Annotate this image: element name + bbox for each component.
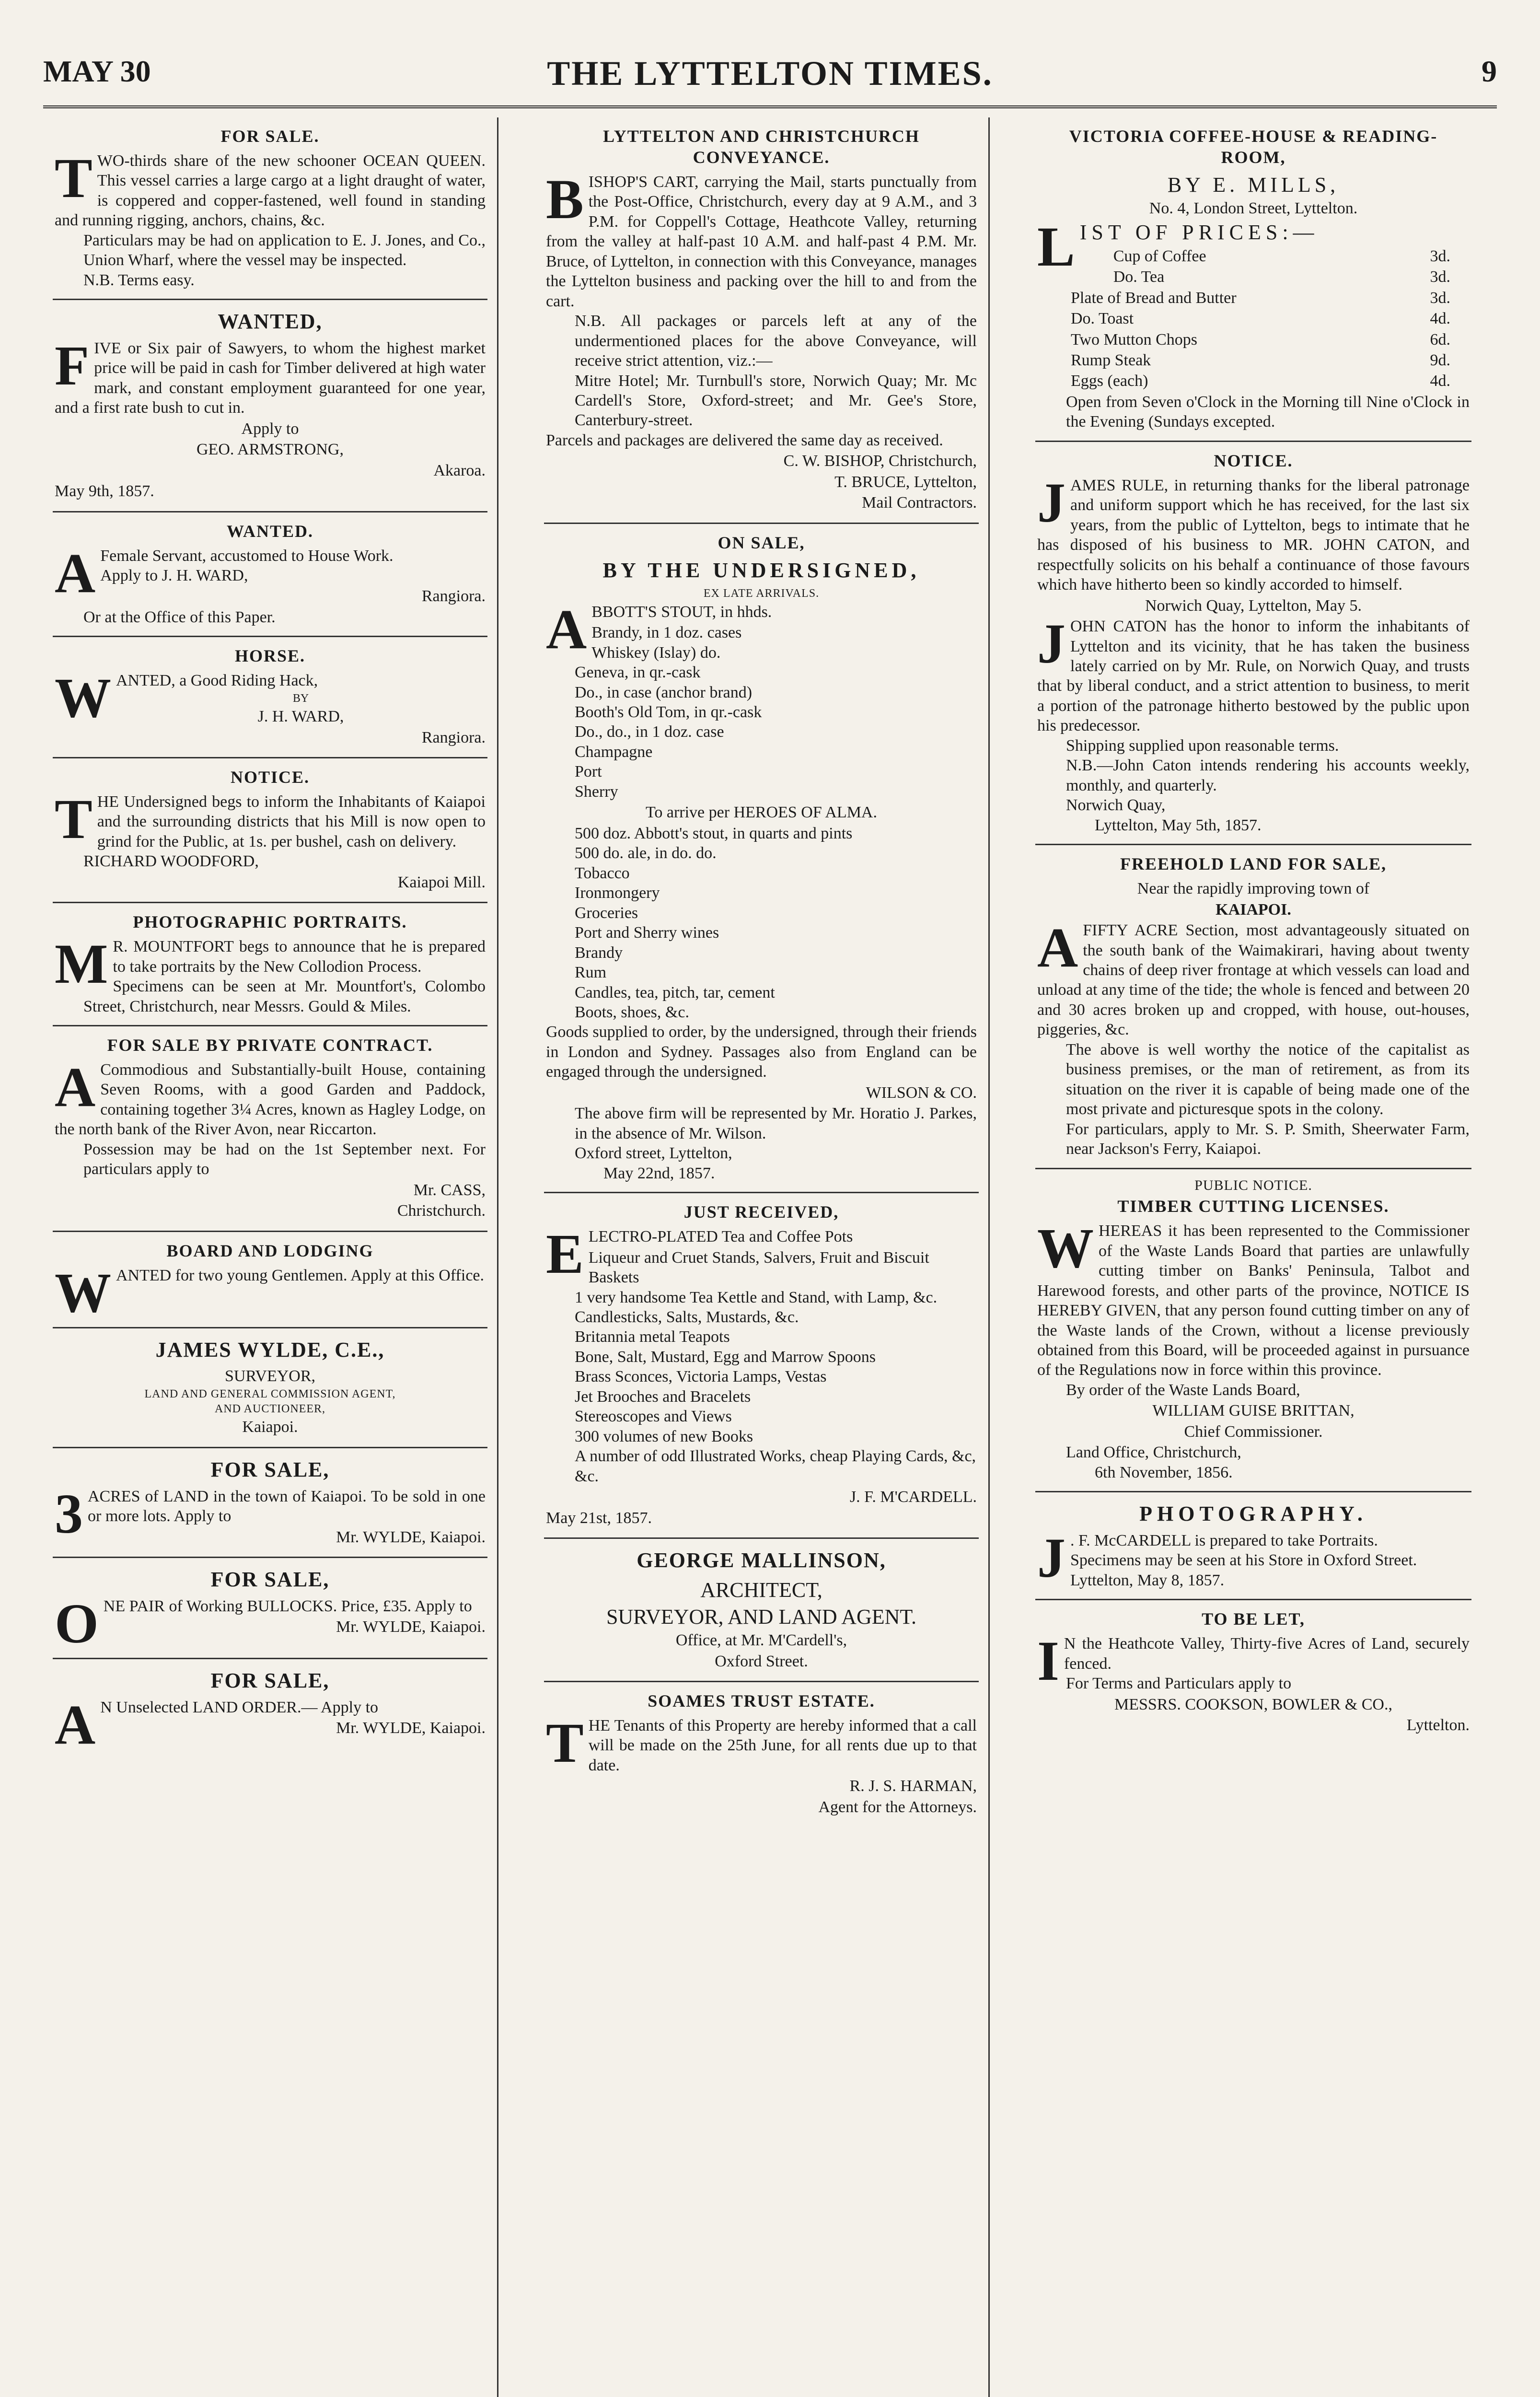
drop-cap-2: J	[1037, 612, 1065, 675]
goods-item: Do., do., in 1 doz. case	[575, 723, 724, 741]
goods-list	[546, 623, 977, 802]
ad-signature: J. F. M'CARDELL.	[849, 1488, 977, 1506]
ad-body: ACRES of LAND in the town of Kaiapoi. To be sold in one or more lots. Apply to	[88, 1487, 486, 1525]
issue-date: MAY 30	[43, 54, 151, 88]
ad-line-1: ARCHITECT,	[700, 1578, 822, 1602]
ad-body: Female Servant, accustomed to House Work.	[100, 547, 394, 565]
ad-photography	[1035, 1492, 1471, 1600]
ad-body: ANTED, a Good Riding Hack,	[116, 672, 318, 690]
drop-cap: W	[55, 666, 111, 730]
ad-freehold-land	[1035, 845, 1471, 1169]
ad-alt-contact: Or at the Office of this Paper.	[83, 608, 276, 626]
ad-place: Kaiapoi Mill.	[397, 873, 486, 891]
goods-item: 300 volumes of new Books	[575, 1427, 753, 1445]
goods-item: Brandy, in 1 doz. cases	[591, 624, 742, 642]
ad-heading: FOR SALE,	[210, 1457, 330, 1481]
ad-body: N Unselected LAND ORDER.— Apply to	[100, 1698, 379, 1716]
ad-body: Goods supplied to order, by the undersigned, through their friends in London and Sydney. Passages also from England can be engaged through the undersigned.	[546, 1023, 977, 1081]
price-value: 4d.	[1430, 372, 1450, 390]
price-row	[1037, 309, 1470, 328]
drop-cap: 3	[55, 1482, 83, 1545]
price-value: 3d.	[1430, 268, 1450, 286]
ad-body-2: The above firm will be represented by Mr. Horatio J. Parkes, in the absence of Mr. Wilson.	[575, 1105, 977, 1142]
ad-lead: BBOTT'S STOUT, in hhds.	[591, 603, 772, 621]
ad-date: May 21st, 1857.	[546, 1509, 652, 1527]
ad-heading: GEORGE MALLINSON,	[637, 1548, 886, 1572]
price-row	[1080, 246, 1470, 266]
ad-place: Akaroa.	[433, 461, 486, 479]
ad-contact-name: J. H. WARD,	[257, 708, 344, 726]
ad-board-lodging	[53, 1232, 487, 1328]
ad-by: BY	[292, 692, 309, 705]
ad-signature-3: Mail Contractors.	[862, 494, 977, 512]
price-row	[1080, 267, 1470, 287]
drop-cap: O	[55, 1592, 99, 1655]
drop-cap: A	[1037, 916, 1078, 979]
drop-cap: F	[55, 334, 90, 397]
ad-heading: LYTTELTON AND CHRISTCHURCH CONVEYANCE.	[603, 127, 920, 167]
ad-contact-name: Mr. WYLDE, Kaiapoi.	[336, 1528, 486, 1546]
goods-list	[546, 1248, 977, 1487]
ad-heading: BOARD AND LODGING	[166, 1241, 374, 1260]
ad-timber-licenses	[1035, 1169, 1471, 1493]
ad-date: Lyttelton, May 8, 1857.	[1070, 1571, 1225, 1589]
ad-to-be-let	[1035, 1600, 1471, 1745]
drop-cap: J	[1037, 1526, 1065, 1589]
ad-body-2: Specimens can be seen at Mr. Mountfort's, Colombo Street, Christchurch, near Messrs. Gould & Miles.	[83, 977, 486, 1015]
ad-places: Mitre Hotel; Mr. Turnbull's store, Norwich Quay; Mr. Mc Cardell's Store, Oxford-street; and Mr. Gee's Store, Canterbury-street.	[575, 372, 977, 430]
ad-body-2: Particulars may be had on application to E. J. Jones, and Co., Union Wharf, where the vessel may be inspected.	[83, 231, 486, 269]
ad-heading: PHOTOGRAPHY.	[1139, 1502, 1367, 1526]
goods-item: Candles, tea, pitch, tar, cement	[575, 983, 775, 1001]
goods-item: Boots, shoes, &c.	[575, 1003, 689, 1021]
drop-cap: T	[55, 787, 93, 850]
ad-body: AMES RULE, in returning thanks for the liberal patronage and uniform support which he has received, for the last six years, from the public of Lyttelton, begs to intimate that he has disposed of his business to MR. JOHN CATON, and respectfully solicits on his behalf a continuance of those favours which have hitherto been so kindly accorded to himself.	[1037, 476, 1470, 594]
goods-item: Britannia metal Teapots	[575, 1328, 730, 1346]
ad-contact-name: MESSRS. COOKSON, BOWLER & CO.,	[1114, 1695, 1392, 1713]
drop-cap: J	[1037, 471, 1065, 534]
ad-body: FIFTY ACRE Section, most advantageously situated on the south bank of the Waimakirari, having about twenty chains of deep river frontage at which vessels can load and unload at any time of the tide; the whole is fenced and between 20 and 30 acres broken up and cropped, with house, out-houses, piggeries, &c.	[1037, 921, 1470, 1039]
price-item: Two Mutton Chops	[1071, 330, 1197, 349]
ad-subtitle: EX LATE ARRIVALS.	[703, 587, 820, 600]
goods-item: Ironmongery	[575, 884, 660, 902]
goods-item: Candlesticks, Salts, Mustards, &c.	[575, 1308, 799, 1326]
price-value: 4d.	[1430, 310, 1450, 328]
goods-item: 500 do. ale, in do. do.	[575, 844, 717, 862]
ad-sale-bullocks	[53, 1558, 487, 1659]
price-item: Eggs (each)	[1071, 372, 1148, 390]
goods-item: Rum	[575, 964, 607, 982]
drop-cap: M	[55, 932, 108, 996]
ad-date-2: Lyttelton, May 5th, 1857.	[1095, 816, 1262, 834]
drop-cap: W	[55, 1261, 111, 1324]
column-2	[534, 117, 990, 2397]
ad-contact-name: RICHARD WOODFORD,	[83, 852, 259, 871]
ad-place: Kaiapoi.	[242, 1418, 298, 1436]
ad-by: BY E. MILLS,	[1167, 173, 1340, 197]
goods-item: Whiskey (Islay) do.	[591, 643, 721, 662]
ad-heading: PHOTOGRAPHIC PORTRAITS.	[133, 912, 407, 932]
ad-sale-acres	[53, 1448, 487, 1558]
ad-body: N the Heathcote Valley, Thirty-five Acres of Land, securely fenced.	[1064, 1635, 1470, 1673]
column-3	[1026, 117, 1481, 1745]
ad-address: Oxford street, Lyttelton,	[575, 1144, 732, 1163]
price-item: Cup of Coffee	[1113, 247, 1206, 265]
ad-body-2: Specimens may be seen at his Store in Oxford Street.	[1070, 1551, 1417, 1570]
ad-heading: NOTICE.	[230, 767, 310, 787]
ad-body-2: OHN CATON has the honor to inform the inhabitants of Lyttelton and its vicinity, that he has taken the business lately carried on by Mr. Rule, on Norwich Quay, and trusts that by liberal conduct, and a strict attention to business, to merit a portion of the patronage hitherto bestowed by the public upon his predecessor.	[1037, 617, 1470, 735]
ad-signature-2: Agent for the Attorneys.	[818, 1798, 977, 1816]
goods-item: Tobacco	[575, 864, 630, 882]
column-1	[43, 117, 498, 2397]
goods-item: Sherry	[575, 782, 618, 801]
goods-item: 500 doz. Abbott's stout, in quarts and pints	[575, 824, 853, 842]
ad-heading: NOTICE.	[1214, 451, 1293, 470]
goods-item: Do., in case (anchor brand)	[575, 683, 753, 701]
goods-item: Liqueur and Cruet Stands, Salvers, Fruit and Biscuit Baskets	[588, 1248, 929, 1287]
price-item: Do. Toast	[1071, 310, 1134, 328]
drop-cap: A	[55, 541, 96, 605]
ad-body-2: N.B. All packages or parcels left at any of the undermentioned places for the above Conveyance, will receive strict attention, viz.:—	[575, 312, 977, 370]
ad-contact-name: Mr. WYLDE, Kaiapoi.	[336, 1719, 486, 1737]
drop-cap: T	[55, 146, 93, 209]
ad-signature: C. W. BISHOP, Christchurch,	[783, 452, 977, 470]
drop-cap: A	[55, 1055, 96, 1118]
goods-item: Champagne	[575, 743, 653, 761]
goods-item: Geneva, in qr.-cask	[575, 663, 701, 682]
ad-body-3: N.B. Terms easy.	[83, 271, 195, 289]
ad-place: Rangiora.	[421, 728, 486, 746]
ad-body: . F. McCARDELL is prepared to take Portraits.	[1070, 1531, 1378, 1549]
ad-place: Lyttelton.	[1406, 1716, 1470, 1734]
ad-notice-mill	[53, 758, 487, 903]
drop-cap: B	[546, 167, 584, 231]
ad-place: Rangiora.	[421, 587, 486, 605]
price-row	[1037, 350, 1470, 370]
masthead	[43, 53, 1497, 108]
ad-heading-2: BY THE UNDERSIGNED,	[602, 558, 920, 582]
ad-body-2: The above is well worthy the notice of the capitalist as business premises, or the man of retirement, as from its situation on the river it is capable of being made one of the most private and picturesque spots in the colony.	[1066, 1040, 1470, 1118]
price-list-heading: IST OF PRICES:—	[1079, 220, 1319, 244]
ad-heading: WANTED.	[226, 521, 314, 541]
ad-heading: TO BE LET,	[1202, 1609, 1305, 1629]
price-item: Plate of Bread and Butter	[1071, 289, 1237, 307]
ad-sale-land-order	[53, 1659, 487, 1759]
ad-body: IVE or Six pair of Sawyers, to whom the highest market price will be paid in cash for Timber delivered at high water mark, and constant employment guaranteed for one year, and a first rate bush to cut in.	[55, 339, 486, 417]
ad-body: NE PAIR of Working BULLOCKS. Price, £35. Apply to	[103, 1597, 472, 1615]
drop-cap: A	[55, 1693, 96, 1756]
ad-on-sale	[544, 524, 979, 1193]
ad-arrive: To arrive per HEROES OF ALMA.	[645, 803, 877, 822]
ad-signature: WILLIAM GUISE BRITTAN,	[1152, 1402, 1355, 1420]
ad-line-4: Oxford Street.	[715, 1652, 808, 1670]
ad-heading: FOR SALE BY PRIVATE CONTRACT.	[107, 1036, 433, 1055]
ad-hours: Open from Seven o'Clock in the Morning till Nine o'Clock in the Evening (Sundays excepted.	[1066, 393, 1470, 431]
ad-address: No. 4, London Street, Lyttelton.	[1149, 199, 1358, 218]
ad-contact-name: Mr. WYLDE, Kaiapoi.	[336, 1618, 486, 1636]
goods-item: A number of odd Illustrated Works, cheap Playing Cards, &c, &c.	[575, 1447, 976, 1485]
ad-body-3: Parcels and packages are delivered the same day as received.	[546, 431, 943, 449]
ad-body-3: For particulars, apply to Mr. S. P. Smith, Sheerwater Farm, near Jackson's Ferry, Kaiapoi.	[1066, 1120, 1470, 1158]
drop-cap: E	[546, 1222, 584, 1286]
goods-item: Booth's Old Tom, in qr.-cask	[575, 703, 762, 721]
price-item: Rump Steak	[1071, 351, 1151, 369]
ad-wanted-servant	[53, 512, 487, 638]
ad-body: HE Tenants of this Property are hereby informed that a call will be made on the 25th June, for all rents due up to that date.	[588, 1717, 977, 1774]
newspaper-title: THE LYTTELTON TIMES.	[547, 54, 993, 93]
ad-mallinson	[544, 1539, 979, 1682]
goods-item: Brass Sconces, Victoria Lamps, Vestas	[575, 1368, 827, 1386]
ad-by: By order of the Waste Lands Board,	[1066, 1381, 1300, 1399]
ad-contact-name: GEO. ARMSTRONG,	[197, 441, 344, 459]
ad-apply: Apply to J. H. WARD,	[100, 566, 248, 584]
ad-heading: VICTORIA COFFEE-HOUSE & READING-ROOM,	[1069, 127, 1438, 167]
ad-heading: HORSE.	[234, 646, 306, 666]
ad-signature: R. J. S. HARMAN,	[849, 1777, 977, 1795]
ad-body-2: For Terms and Particulars apply to	[1066, 1675, 1292, 1693]
ad-subtitle-2: KAIAPOI.	[1216, 900, 1291, 919]
ad-body: Commodious and Substantially-built House, containing Seven Rooms, with a good Garden and Paddock, containing together 3¼ Acres, known as Hagley Lodge, on the north bank of the River Avon, near Riccarton.	[55, 1060, 486, 1139]
ad-date: 6th November, 1856.	[1095, 1463, 1233, 1481]
ad-body: HEREAS it has been represented to the Commissioner of the Waste Lands Board that parties are unlawfully cutting timber on Banks' Peninsula, Talbot and Harewood forests, and other parts of the province, NOTICE IS HEREBY GIVEN, that any person found cutting timber on any of the Waste lands of the Crown, without a license previously obtained from this Board, will be proceeded against in pursuance of the Regulations now in force within this province.	[1037, 1222, 1470, 1379]
ad-heading: JUST RECEIVED,	[683, 1202, 839, 1222]
drop-cap: I	[1037, 1629, 1059, 1693]
goods-item: 1 very handsome Tea Kettle and Stand, with Lamp, &c.	[575, 1288, 938, 1306]
ad-body: ISHOP'S CART, carrying the Mail, starts punctually from the Post-Office, Christchurch, every day at 9 A.M., and 3 P.M. for Coppell's Cottage, Heathcote Valley, returning from the valley at half-past 10 A.M. and half-past 4 P.M. Mr. Bruce, of Lyttelton, in connection with this Conveyance, manages the Lyttelton business and packing over the hill to and from the cart.	[546, 173, 977, 310]
goods-item: Port	[575, 763, 602, 781]
ad-heading: FOR SALE,	[210, 1567, 330, 1591]
ad-title: SURVEYOR,	[224, 1367, 316, 1385]
ad-subtitle: LAND AND GENERAL COMMISSION AGENT,	[144, 1387, 396, 1400]
goods-list-2	[546, 824, 977, 1023]
goods-item: Groceries	[575, 904, 638, 922]
ad-body: ANTED for two young Gentlemen. Apply at this Office.	[116, 1266, 485, 1284]
ad-coffee-house	[1035, 117, 1471, 442]
ad-heading: ON SALE,	[718, 533, 805, 552]
ad-heading: FREEHOLD LAND FOR SALE,	[1120, 854, 1387, 874]
price-item: Do. Tea	[1113, 268, 1165, 286]
ad-wanted-sawyers	[53, 300, 487, 512]
ad-office: Land Office, Christchurch,	[1066, 1443, 1241, 1462]
goods-item: Brandy	[575, 943, 623, 962]
ad-date: May 9th, 1857.	[55, 482, 154, 500]
goods-item: Bone, Salt, Mustard, Egg and Marrow Spoons	[575, 1348, 876, 1366]
ad-line-3: Office, at Mr. M'Cardell's,	[675, 1631, 847, 1650]
ad-conveyance	[544, 117, 979, 524]
price-list	[1037, 246, 1470, 391]
ad-horse	[53, 637, 487, 758]
ad-notice-rule	[1035, 442, 1471, 845]
ad-heading: JAMES WYLDE, C.E.,	[155, 1338, 385, 1361]
ad-signature-2: T. BRUCE, Lyttelton,	[834, 473, 977, 491]
drop-cap: W	[1037, 1217, 1094, 1280]
ad-body: R. MOUNTFORT begs to announce that he is prepared to take portraits by the New Collodion Process.	[113, 938, 486, 976]
ad-body: WO-thirds share of the new schooner OCEAN QUEEN. This vessel carries a large cargo at a light draught of water, is coppered and copper-fastened, well found in standing and running rigging, anchors, chains, &c.	[55, 151, 486, 230]
ad-line-2: SURVEYOR, AND LAND AGENT.	[606, 1605, 917, 1629]
price-value: 6d.	[1430, 330, 1450, 349]
ad-james-wylde	[53, 1328, 487, 1448]
ad-subtitle: Near the rapidly improving town of	[1137, 880, 1370, 898]
ad-heading: FOR SALE,	[210, 1668, 330, 1692]
ad-private-contract	[53, 1026, 487, 1232]
ad-lead: LECTRO-PLATED Tea and Coffee Pots	[588, 1228, 853, 1246]
page-number: 9	[1482, 54, 1497, 88]
price-row	[1037, 330, 1470, 349]
ad-date: May 22nd, 1857.	[603, 1164, 715, 1182]
ad-apply: Apply to	[241, 419, 299, 438]
ad-soames	[544, 1682, 979, 1827]
ad-place: Norwich Quay,	[1066, 796, 1166, 815]
ad-body-2: Possession may be had on the 1st September next. For particulars apply to	[83, 1140, 486, 1178]
goods-item: Stereoscopes and Views	[575, 1408, 732, 1426]
ad-signature: WILSON & CO.	[866, 1083, 977, 1102]
goods-item: Jet Brooches and Bracelets	[575, 1387, 751, 1406]
ad-place: Christchurch.	[397, 1202, 486, 1220]
ad-heading: FOR SALE.	[220, 127, 320, 146]
ad-body-3: Shipping supplied upon reasonable terms.	[1066, 736, 1339, 755]
ad-for-sale-schooner	[53, 117, 487, 300]
ad-body-4: N.B.—John Caton intends rendering his accounts weekly, monthly, and quarterly.	[1066, 756, 1470, 794]
price-value: 9d.	[1430, 351, 1450, 369]
ad-heading: SOAMES TRUST ESTATE.	[648, 1691, 875, 1711]
ad-date: Norwich Quay, Lyttelton, May 5.	[1145, 596, 1362, 615]
price-value: 3d.	[1430, 247, 1450, 265]
price-value: 3d.	[1430, 289, 1450, 307]
ad-heading: PUBLIC NOTICE.	[1194, 1177, 1312, 1193]
goods-item: Port and Sherry wines	[575, 924, 719, 942]
ad-just-received	[544, 1193, 979, 1539]
price-row	[1037, 288, 1470, 308]
ad-title: Chief Commissioner.	[1184, 1422, 1323, 1441]
drop-cap: L	[1037, 215, 1075, 278]
drop-cap: A	[546, 597, 587, 661]
ad-body: HE Undersigned begs to inform the Inhabitants of Kaiapoi and the surrounding districts that his Mill is now open to grind for the Public, at 1s. per bushel, cash on delivery.	[97, 792, 486, 850]
ad-heading-2: TIMBER CUTTING LICENSES.	[1117, 1197, 1389, 1216]
ad-heading: WANTED,	[218, 310, 323, 334]
price-row	[1037, 371, 1470, 391]
drop-cap: T	[546, 1711, 584, 1775]
ad-contact-name: Mr. CASS,	[413, 1181, 486, 1199]
ad-subtitle-2: AND AUCTIONEER,	[215, 1403, 325, 1416]
ad-photographic-portraits	[53, 903, 487, 1026]
